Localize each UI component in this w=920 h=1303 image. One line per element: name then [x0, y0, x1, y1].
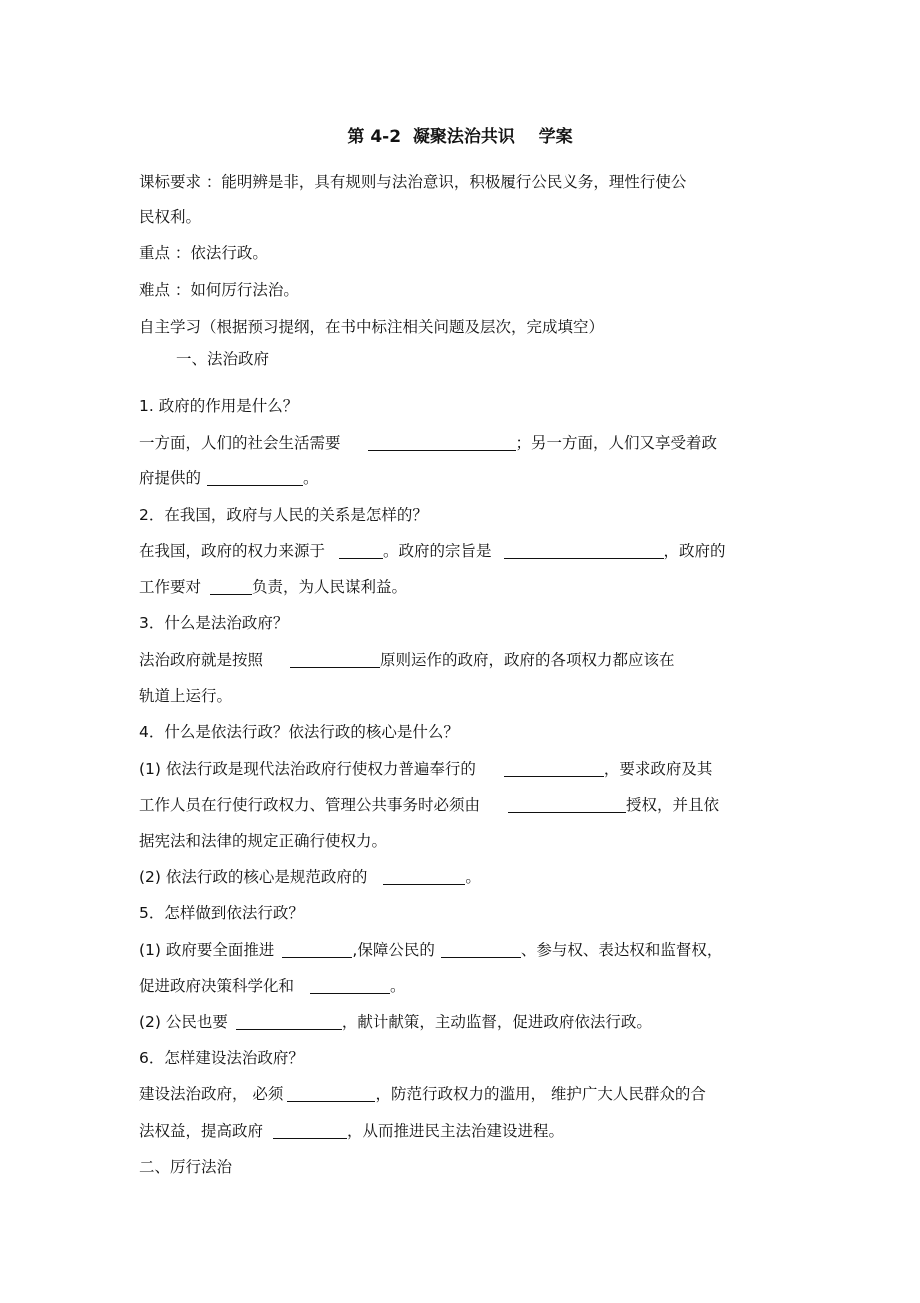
text-segment: ，防范行政权力的滥用， 维护广大人民群众的合: [375, 1085, 706, 1103]
section-heading-2: 二、厉行法治: [139, 1158, 233, 1176]
self-study-instruction: 自主学习（根据预习提纲，在书中标注相关问题及层次，完成填空）: [139, 318, 605, 336]
answer-line: [139, 867, 481, 887]
text-segment: 法权益，提高政府: [139, 1122, 264, 1140]
text-segment: 在我国，政府的权力来源于: [139, 542, 326, 560]
text-segment: 负责，为人民谋利益。: [252, 578, 408, 596]
answer-line: [139, 1012, 652, 1032]
fill-blank[interactable]: [383, 869, 465, 885]
text-segment: (2) 依法行政的核心是规范政府的: [139, 868, 368, 886]
answer-line: 据宪法和法律的规定正确行使权力。: [139, 832, 388, 850]
fill-blank[interactable]: [282, 942, 352, 958]
fill-blank[interactable]: [504, 761, 604, 777]
text-segment: 建设法治政府， 必须: [139, 1085, 284, 1103]
page-title: 第 4-2 凝聚法治共识 学案: [347, 127, 573, 147]
answer-line: [139, 433, 717, 453]
text-segment: 。: [303, 469, 319, 487]
answer-line: [139, 650, 675, 670]
fill-blank[interactable]: [441, 942, 521, 958]
text-segment: 。: [465, 868, 481, 886]
text-segment: 工作要对: [139, 578, 202, 596]
text-segment: 促进政府决策科学化和: [139, 977, 295, 995]
fill-blank[interactable]: [290, 652, 380, 668]
fill-blank[interactable]: [504, 543, 664, 559]
text-segment: ，要求政府及其: [603, 760, 713, 778]
text-segment: 授权，并且依: [626, 796, 720, 814]
course-requirement-line-2: 民权利。: [139, 208, 202, 226]
difficulty-point: 难点 ：如何厉行法治。: [139, 281, 299, 299]
text-segment: 。: [390, 977, 406, 995]
fill-blank[interactable]: [310, 978, 390, 994]
text-segment: ，政府的: [663, 542, 726, 560]
fill-blank[interactable]: [207, 470, 303, 486]
question-2: 2．在我国，政府与人民的关系是怎样的？: [139, 506, 428, 524]
course-requirement-line-1: 课标要求 ：能明辨是非，具有规则与法治意识，积极履行公民义务，理性行使公: [139, 173, 687, 191]
answer-line: [139, 940, 722, 960]
section-heading-1: 一、法治政府: [176, 350, 270, 368]
fill-blank[interactable]: [339, 543, 383, 559]
text-segment: 一方面，人们的社会生活需要: [139, 434, 341, 452]
text-segment: 原则运作的政府，政府的各项权力都应该在: [380, 651, 675, 669]
fill-blank[interactable]: [236, 1014, 342, 1030]
question-5: 5．怎样做到依法行政？: [139, 904, 304, 922]
fill-blank[interactable]: [287, 1086, 375, 1102]
text-segment: (2) 公民也要: [139, 1013, 228, 1031]
fill-blank[interactable]: [210, 579, 252, 595]
answer-line: [139, 1084, 706, 1104]
text-segment: ,保障公民的: [352, 941, 435, 959]
fill-blank[interactable]: [508, 797, 626, 813]
answer-line: 轨道上运行。: [139, 687, 233, 705]
answer-line: [139, 541, 726, 561]
question-1: 1. 政府的作用是什么？: [139, 397, 299, 415]
answer-line: [139, 468, 319, 488]
text-segment: 法治政府就是按照: [139, 651, 264, 669]
answer-line: [139, 759, 712, 779]
text-segment: 工作人员在行使行政权力、管理公共事务时必须由: [139, 796, 481, 814]
answer-line: [139, 795, 719, 815]
text-segment: ，从而推进民主法治建设进程。: [347, 1122, 565, 1140]
text-segment: 。政府的宗旨是: [383, 542, 492, 560]
text-segment: 府提供的: [139, 469, 202, 487]
answer-line: [139, 976, 406, 996]
fill-blank[interactable]: [273, 1123, 347, 1139]
key-point: 重点 ：依法行政。: [139, 244, 268, 262]
question-6: 6．怎样建设法治政府？: [139, 1049, 304, 1067]
text-segment: ；另一方面，人们又享受着政: [515, 434, 718, 452]
answer-line: [139, 1121, 564, 1141]
text-segment: (1) 依法行政是现代法治政府行使权力普遍奉行的: [139, 760, 476, 778]
text-segment: ，献计献策，主动监督，促进政府依法行政。: [341, 1013, 652, 1031]
fill-blank[interactable]: [368, 435, 516, 451]
question-4: 4．什么是依法行政？依法行政的核心是什么？: [139, 723, 459, 741]
question-3: 3．什么是法治政府？: [139, 614, 289, 632]
answer-line: [139, 577, 407, 597]
text-segment: (1) 政府要全面推进: [139, 941, 275, 959]
text-segment: 、参与权、表达权和监督权，: [520, 941, 723, 959]
